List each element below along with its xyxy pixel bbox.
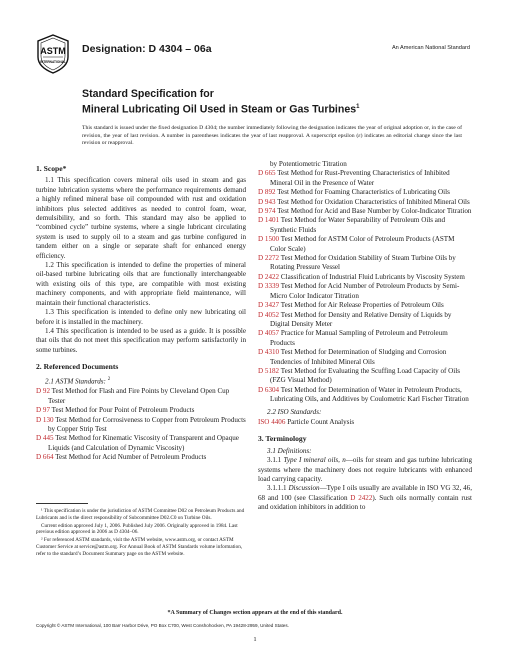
reference-item: D 5182 Test Method for Evaluating the Scuffing Load Capacity of Oils (FZG Visual Method) — [258, 366, 460, 385]
definitions-label: 3.1 Definitions: — [267, 446, 312, 455]
copyright-line: Copyright © ASTM International, 100 Barr Harbor Drive, PO Box C700, West Conshohocken, PA 19428-2959, United States. — [36, 623, 289, 628]
references-heading: 2. Referenced Documents — [36, 362, 119, 372]
title-line-1: Standard Specification for — [82, 88, 214, 100]
footnote-divider — [36, 503, 88, 504]
reference-item: D 445 Test Method for Kinematic Viscosity of Transparent and Opaque Liquids (and Calculation of Dynamic Viscosity) — [36, 434, 239, 452]
reference-item: D 974 Test Method for Acid and Base Number by Color-Indicator Titration — [258, 207, 472, 216]
reference-item: D 1401 Test Method for Water Separability of Petroleum Oils and Synthetic Fluids — [258, 216, 446, 234]
reference-item: D 3427 Test Method for Air Release Properties of Petroleum Oils — [258, 301, 444, 310]
reference-link[interactable]: D 2272 — [258, 254, 280, 263]
reference-link[interactable]: D 943 — [258, 197, 276, 206]
reference-link[interactable]: D 664 — [36, 453, 54, 462]
reference-item: D 892 Test Method for Foaming Characteristics of Lubricating Oils — [258, 188, 450, 197]
title-footnote-mark: 1 — [356, 103, 360, 110]
reference-item: D 97 Test Method for Pour Point of Petroleum Products — [36, 406, 195, 415]
footnotes — [36, 508, 246, 559]
reference-link[interactable]: D 3427 — [258, 301, 280, 310]
reference-link[interactable]: D 6304 — [258, 385, 280, 394]
reference-item: ISO 4406 Particle Count Analysis — [258, 417, 355, 426]
svg-text:INTERNATIONAL: INTERNATIONAL — [40, 60, 66, 64]
discussion-type-i: 3.1.1.1 Discussion—Type I oils usually are available in ISO VG 32, 46, 68 and 100 (see Classification D 2422). Such oils normally contain rust and oxidation inhibitors in addition to — [258, 484, 472, 512]
reference-item: D 1500 Test Method for ASTM Color of Petroleum Products (ASTM Color Scale) — [258, 235, 455, 253]
title-line-2: Mineral Lubricating Oil Used in Steam or Gas Turbines$^1$ — [82, 103, 360, 116]
reference-link[interactable]: D 4310 — [258, 348, 280, 357]
reference-item: D 665 Test Method for Rust-Preventing Characteristics of Inhibited Mineral Oil in the Presence of Water — [258, 169, 450, 187]
svg-text:ASTM: ASTM — [40, 46, 66, 56]
left-column — [36, 160, 246, 463]
scope-paragraph-2: 1.2 This specification is intended to define the properties of mineral oil-based turbine lubricating oils that are functionally interchangeable with existing oils of this type, are compatible with most existing machinery components, and with appropriate field maintenance, will maintain their functional characteristics. — [36, 261, 246, 307]
reference-item: D 3339 Test Method for Acid Number of Petroleum Products by Semi-Micro Color Indicator Titration — [258, 282, 460, 300]
scope-heading: 1. Scope* — [36, 164, 67, 173]
reference-item: D 130 Test Method for Corrosiveness to Copper from Petroleum Products by Copper Strip Test — [36, 415, 246, 433]
reference-item: D 2422 Classification of Industrial Fluid Lubricants by Viscosity System — [258, 272, 465, 281]
terminology-heading: 3. Terminology — [258, 434, 307, 444]
reference-link[interactable]: D 4057 — [258, 329, 280, 338]
issuance-notice: This standard is issued under the fixed designation D 4304; the number immediately following the designation indicates the year of original adoption or, in the case of revision, the year of last revision. A number in parentheses indicates the year of last reapproval. A superscript epsilon (ε) indicates an editorial change since the last revision or reapproval. — [82, 125, 462, 147]
astm-logo-icon — [36, 34, 70, 74]
reference-item: D 4057 Practice for Manual Sampling of Petroleum and Petroleum Products — [258, 329, 448, 347]
reference-item: D 92 Test Method for Flash and Fire Points by Cleveland Open Cup Tester — [36, 387, 230, 405]
reference-item: D 4052 Test Method for Density and Relative Density of Liquids by Digital Density Meter — [258, 310, 452, 328]
definition-type-i: 3.1.1 Type I mineral oils, n—oils for steam and gas turbine lubricating systems where the machinery does not require lubricants with enhanced load carrying capacity. — [258, 456, 473, 483]
reference-continuation: by Potentiometric Titration — [270, 160, 347, 168]
scope-paragraph-4: 1.4 This specification is intended to be used as a guide. It is possible that oils that do not meet this specification may perform satisfactorily in some turbines. — [36, 326, 246, 354]
footnote-1-edition: Current edition approved July 1, 2006. Published July 2006. Originally approved in 1984. Last previous edition approved in 2006 as D 4304–06. — [36, 522, 238, 536]
reference-item: D 6304 Test Method for Determination of Water in Petroleum Products, Lubricating Oils, and Additives by Coulometric Karl Fischer Titration — [258, 385, 469, 404]
reference-link[interactable]: D 445 — [36, 434, 54, 443]
reference-link[interactable]: D 5182 — [258, 366, 280, 375]
reference-link[interactable]: ISO 4406 — [258, 417, 286, 426]
footnote-2: ² For referenced ASTM standards, visit the ASTM website, www.astm.org, or contact ASTM Customer Service at service@astm.org. For Annual Book of ASTM Standards volume information, refer to the standard’s Document Summary page on the ASTM website. — [36, 537, 243, 557]
reference-item: D 2272 Test Method for Oxidation Stability of Steam Turbine Oils by Rotating Pressure Vessel — [258, 254, 456, 272]
reference-item: D 943 Test Method for Oxidation Characteristics of Inhibited Mineral Oils — [258, 197, 470, 206]
summary-of-changes-note: *A Summary of Changes section appears at the end of this standard. — [167, 610, 343, 616]
iso-standards-label: 2.2 ISO Standards: — [267, 407, 322, 416]
scope-paragraph-1: 1.1 This specification covers mineral oils used in steam and gas turbine lubrication systems where the performance requirements demand a highly refined mineral base oil compounded with rust and oxidation inhibitors plus selected additives as needed to control foam, wear, demulsibility, and so forth. This standard may also be applied to “combined cycle” turbine systems, where a single lubricant circulating system is used to supply oil to a steam and gas turbine configured in tandem either on a single or separate shaft for enhanced energy efficiency. — [36, 176, 246, 260]
page-number: 1 — [253, 636, 257, 643]
reference-link[interactable]: D 2422 — [350, 493, 373, 502]
national-standard-label: An American National Standard — [391, 45, 470, 51]
scope-paragraph-3: 1.3 This specification is intended to define only new lubricating oil before it is installed in the machinery. — [36, 308, 246, 326]
designation: Designation: D 4304 – 06a — [82, 43, 212, 55]
reference-item: D 4310 Test Method for Determination of Sludging and Corrosion Tendencies of Inhibited Mineral Oils — [258, 348, 447, 366]
reference-link[interactable]: D 665 — [258, 169, 276, 178]
astm-standards-label: 2.1 ASTM Standards: $^2$ — [45, 376, 111, 385]
right-column — [258, 160, 472, 513]
reference-link[interactable]: D 974 — [258, 207, 276, 216]
footnote-1: ¹ This specification is under the jurisdiction of ASTM Committee D02 on Petroleum Products and Lubricants and is the direct responsibility of Subcommittee D02.C0 on Turbine Oils. — [36, 508, 245, 521]
reference-link[interactable]: D 1401 — [258, 216, 280, 225]
document-title — [82, 88, 422, 116]
reference-link[interactable]: D 4052 — [258, 310, 280, 319]
reference-link[interactable]: D 97 — [36, 406, 50, 415]
reference-link[interactable]: D 92 — [36, 387, 50, 396]
reference-item: D 664 Test Method for Acid Number of Petroleum Products — [36, 453, 207, 462]
reference-link[interactable]: D 1500 — [258, 235, 280, 244]
reference-link[interactable]: D 3339 — [258, 282, 280, 291]
reference-link[interactable]: D 2422 — [258, 272, 280, 281]
reference-link[interactable]: D 892 — [258, 188, 276, 197]
reference-link[interactable]: D 130 — [36, 415, 54, 424]
